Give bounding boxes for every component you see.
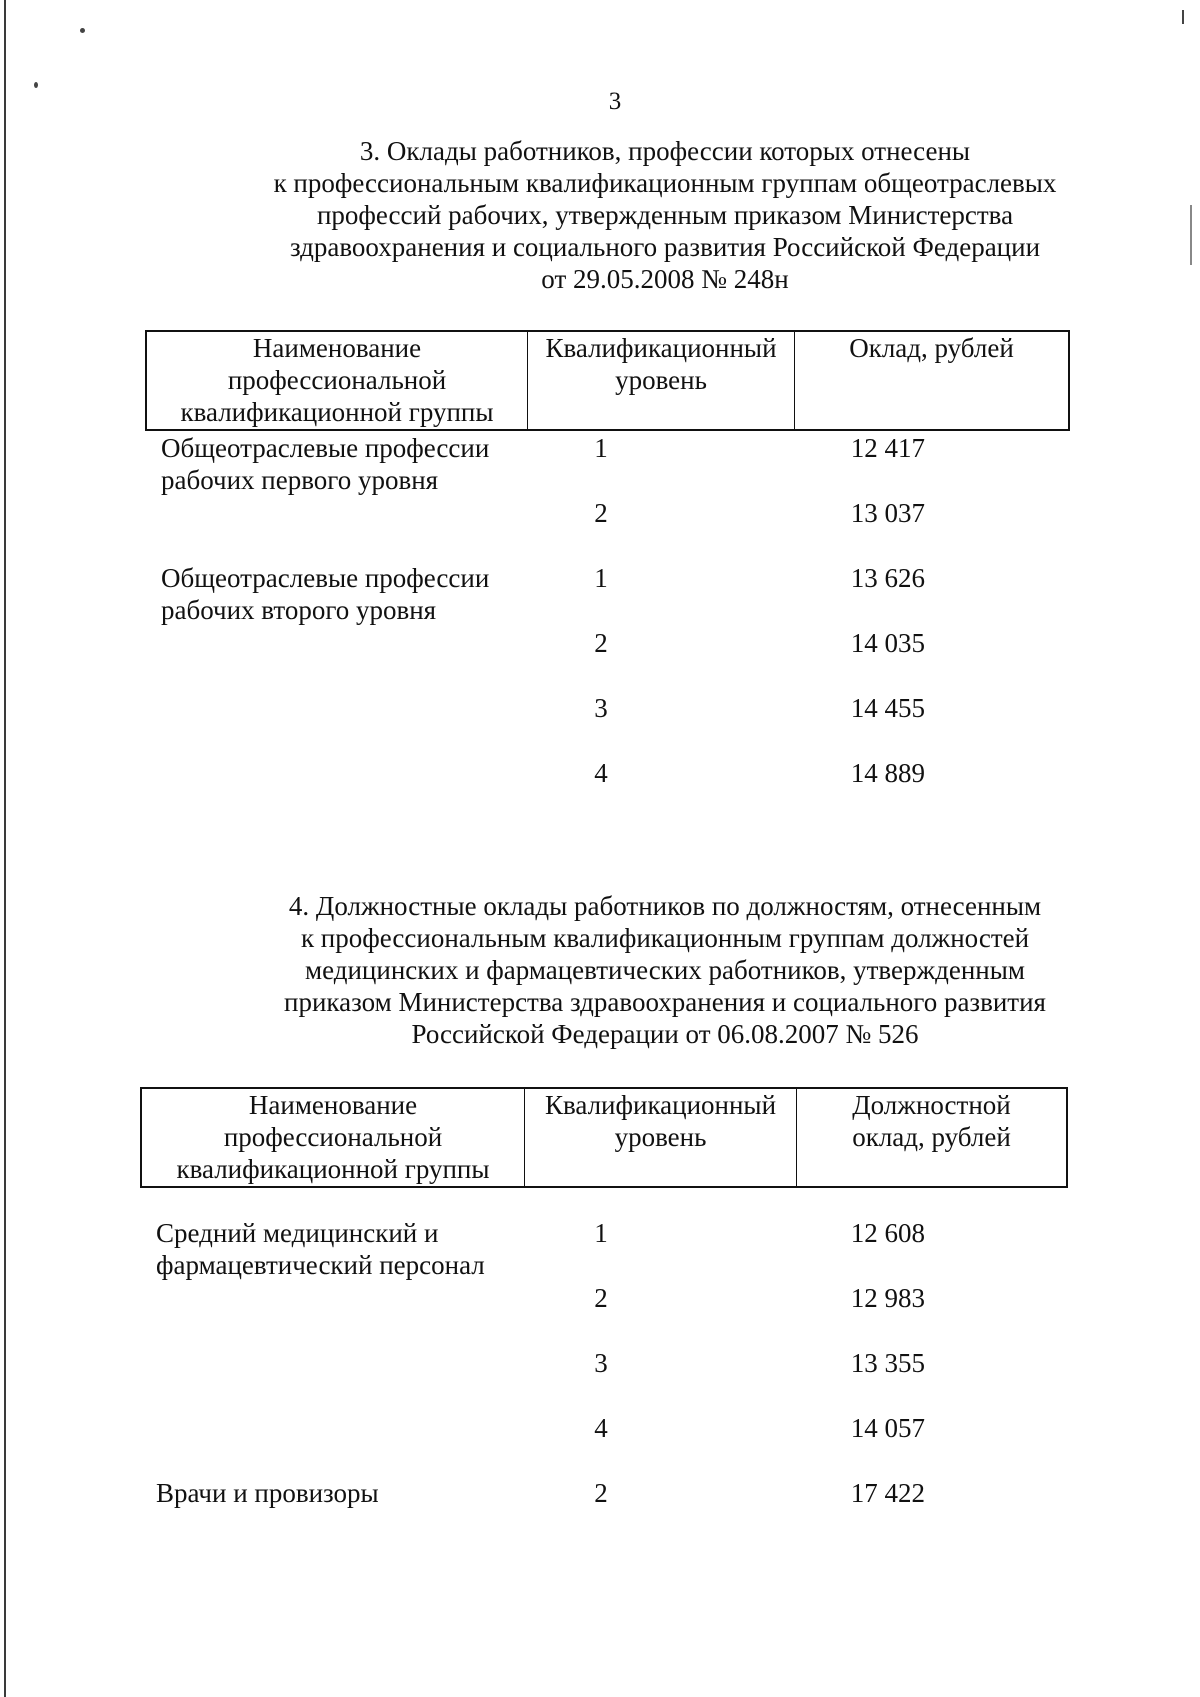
- title-line: приказом Министерства здравоохранения и социального развития: [284, 987, 1046, 1017]
- qualification-level: 2: [594, 628, 608, 658]
- header-text: квалификационной группы: [180, 397, 494, 427]
- scan-speck: [80, 28, 85, 33]
- qualification-level: 1: [594, 433, 608, 463]
- scan-speck: [1182, 10, 1184, 24]
- table-row: [145, 757, 1095, 817]
- header-text: оклад, рублей: [852, 1122, 1011, 1152]
- qualification-level: 3: [594, 1348, 608, 1378]
- title-line: от 29.05.2008 № 248н: [541, 264, 789, 294]
- salary-value: 14 455: [850, 693, 925, 723]
- salary-value: 12 983: [850, 1283, 925, 1313]
- table-row: [145, 497, 1095, 557]
- header-text: уровень: [614, 1122, 707, 1152]
- title-line: к профессиональным квалификационным группам общеотраслевых: [273, 168, 1057, 198]
- header-text: Квалификационный: [545, 333, 777, 363]
- title-line: профессий рабочих, утвержденным приказом Министерства: [316, 200, 1014, 230]
- header-salary-cell: [797, 1087, 1068, 1187]
- qualification-level: 2: [594, 498, 608, 528]
- header-bottom-border: [145, 429, 1070, 431]
- header-salary-cell: [795, 330, 1070, 430]
- header-text: Наименование: [252, 333, 422, 363]
- header-text: профессиональной: [223, 1122, 443, 1152]
- header-text: уровень: [615, 365, 707, 395]
- qualification-level: 3: [594, 693, 608, 723]
- group-name-line: Общеотраслевые профессии: [161, 433, 490, 463]
- qualification-level: 4: [594, 758, 608, 788]
- table-row: [140, 1347, 1090, 1407]
- header-text: Квалификационный: [544, 1090, 777, 1120]
- table-row: [140, 1477, 1090, 1537]
- title-line: медицинских и фармацевтических работников, утвержденным: [305, 955, 1025, 985]
- salary-value: 12 608: [850, 1218, 925, 1248]
- header-bottom-border: [140, 1186, 1068, 1188]
- scan-speck: [1190, 205, 1192, 265]
- header-level-cell: [528, 330, 795, 430]
- group-name-line: фармацевтический персонал: [156, 1250, 485, 1280]
- salary-value: 13 037: [850, 498, 925, 528]
- group-name: [161, 432, 531, 496]
- table-row: [140, 1282, 1090, 1342]
- qualification-level: 1: [594, 1218, 608, 1248]
- header-name-cell: [140, 1087, 525, 1187]
- section-4-table: [140, 1087, 1068, 1527]
- group-name-line: рабочих первого уровня: [161, 465, 439, 495]
- qualification-level: 4: [594, 1413, 608, 1443]
- header-text: квалификационной группы: [176, 1154, 490, 1184]
- header-level-cell: [525, 1087, 797, 1187]
- table-row: [140, 1412, 1090, 1472]
- salary-value: 17 422: [850, 1478, 925, 1508]
- table-row: [145, 562, 1095, 625]
- qualification-level: 2: [594, 1478, 608, 1508]
- salary-value: 14 889: [850, 758, 925, 788]
- salary-value: 13 626: [850, 563, 925, 593]
- page-number: 3: [608, 88, 622, 115]
- header-name-cell: [145, 330, 528, 430]
- title-line: к профессиональным квалификационным группам должностей: [300, 923, 1030, 953]
- group-name-line: рабочих второго уровня: [161, 595, 437, 625]
- group-name: [156, 1217, 526, 1281]
- title-line: 3. Оклады работников, профессии которых отнесены: [359, 136, 971, 166]
- qualification-level: 1: [594, 563, 608, 593]
- salary-value: 14 035: [850, 628, 925, 658]
- qualification-level: 2: [594, 1283, 608, 1313]
- title-line: здравоохранения и социального развития Российской Федерации: [289, 232, 1041, 262]
- table-row: [145, 627, 1095, 687]
- section-3-title: [150, 135, 1180, 295]
- salary-value: 14 057: [850, 1413, 925, 1443]
- header-text: Оклад, рублей: [849, 333, 1014, 363]
- salary-value: 13 355: [850, 1348, 925, 1378]
- group-name-line: Средний медицинский и: [156, 1218, 439, 1248]
- group-name-line: Общеотраслевые профессии: [161, 563, 490, 593]
- group-name: [161, 562, 531, 626]
- scan-page-edge: [4, 0, 6, 1697]
- salary-value: 12 417: [850, 433, 925, 463]
- header-text: Наименование: [248, 1090, 418, 1120]
- section-3-table: [145, 330, 1070, 788]
- header-text: Должностной: [852, 1090, 1011, 1120]
- section-4-title: [150, 890, 1180, 1050]
- group-name: [156, 1477, 526, 1509]
- table-row: [145, 692, 1095, 752]
- header-text: профессиональной: [227, 365, 447, 395]
- group-name-line: Врачи и провизоры: [156, 1478, 379, 1508]
- title-line: Российской Федерации от 06.08.2007 № 526: [411, 1019, 919, 1049]
- table-row: [140, 1217, 1090, 1280]
- title-line: 4. Должностные оклады работников по должностям, отнесенным: [288, 891, 1042, 921]
- table-row: [145, 432, 1095, 495]
